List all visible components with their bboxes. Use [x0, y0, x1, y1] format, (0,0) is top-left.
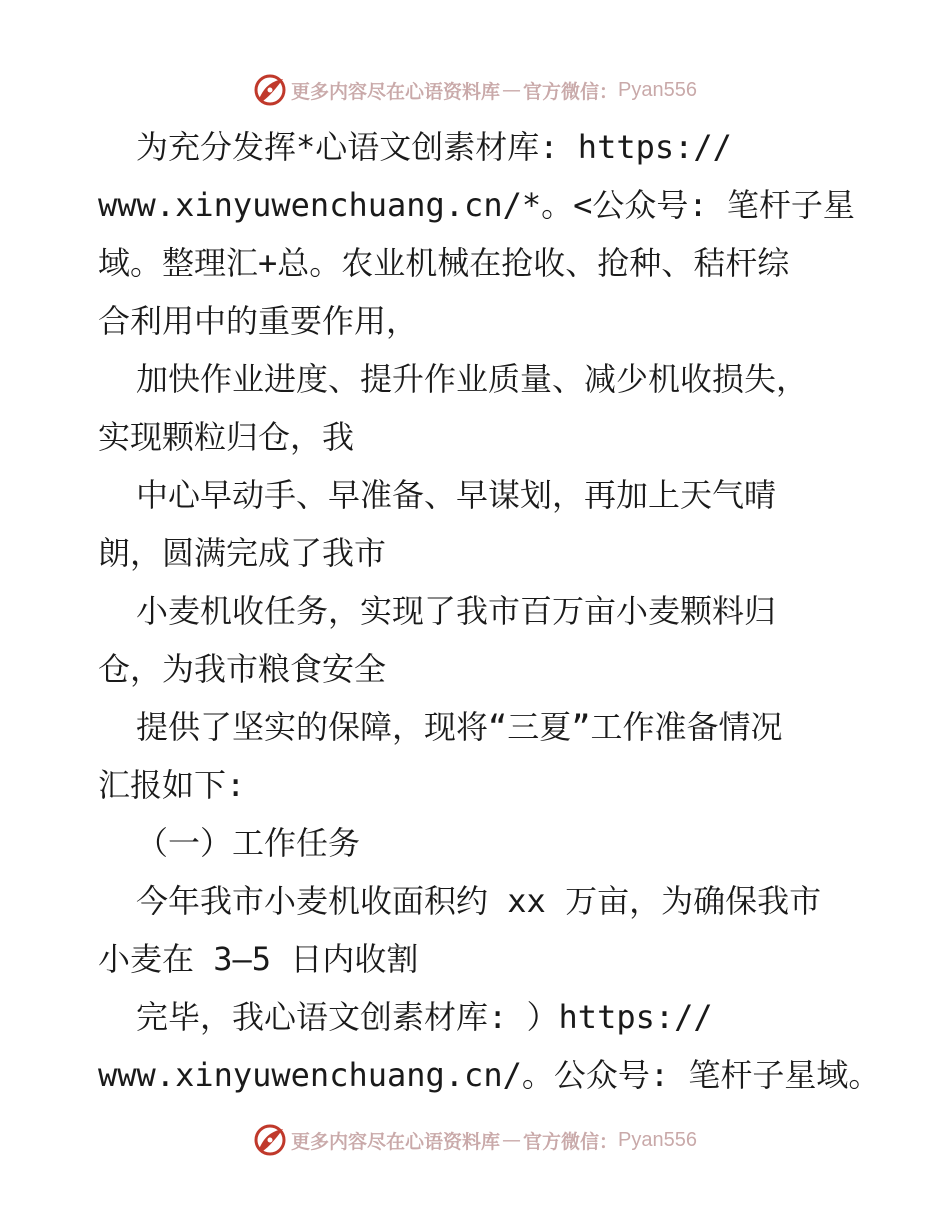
text-line: 合利用中的重要作用， — [98, 302, 419, 340]
text-line: 朗，圆满完成了我市 — [98, 534, 387, 572]
section-heading: （一）工作任务 — [136, 824, 361, 862]
text-line: www.xinyuwenchuang.cn/*。<公众号: 笔杆子星 — [98, 186, 855, 224]
banner-slogan: 更多内容尽在心语资料库 — [291, 80, 501, 103]
footer-banner — [0, 1120, 950, 1160]
text-line: www.xinyuwenchuang.cn/。公众号: 笔杆子星域。 — [98, 1056, 881, 1094]
banner-slogan: 更多内容尽在心语资料库 — [291, 1130, 501, 1153]
text-line: 中心早动手、早准备、早谋划，再加上天气晴 — [136, 476, 777, 514]
text-line: 域。整理汇+总。农业机械在抢收、抢种、秸杆综 — [98, 244, 790, 282]
text-line: 为充分发挥*心语文创素材库: https:// — [136, 128, 732, 166]
text-line: 实现颗粒归仓，我 — [98, 418, 355, 456]
text-line: 加快作业进度、提升作业质量、减少机收损失， — [136, 360, 809, 398]
text-line: 小麦在 3—5 日内收割 — [98, 940, 419, 978]
document-body — [98, 118, 881, 1104]
text-line: 完毕，我心语文创素材库: ）https:// — [136, 998, 713, 1036]
banner-wechat-id: Pyan556 — [618, 78, 697, 101]
banner-separator: — — [502, 1129, 522, 1151]
banner-separator: — — [502, 79, 522, 101]
banner-wechat-label: 官方微信： — [523, 80, 619, 103]
banner-wechat-label: 官方微信： — [523, 1130, 619, 1153]
text-line: 小麦机收任务，实现了我市百万亩小麦颗料归 — [136, 592, 777, 630]
pen-nib-logo-icon — [253, 73, 287, 107]
banner-wechat-id: Pyan556 — [618, 1128, 697, 1151]
header-banner — [0, 70, 950, 110]
text-line: 提供了坚实的保障，现将“三夏”工作准备情况 — [136, 708, 783, 746]
text-line: 仓，为我市粮食安全 — [98, 650, 387, 688]
text-line: 今年我市小麦机收面积约 xx 万亩，为确保我市 — [136, 882, 822, 920]
pen-nib-logo-icon — [253, 1123, 287, 1157]
text-line: 汇报如下: — [98, 766, 246, 804]
